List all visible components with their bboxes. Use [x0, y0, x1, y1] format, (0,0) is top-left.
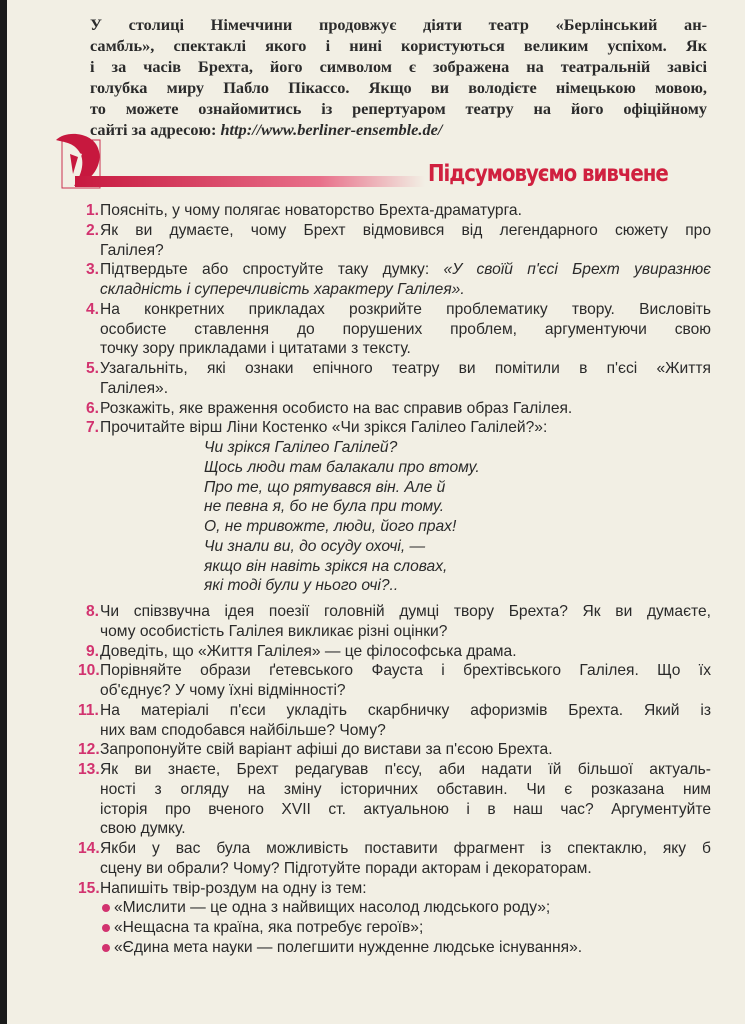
intro-line: самбль», спектаклі якого і нині користуються великим успіхом. Як [90, 36, 707, 55]
question-line: Як ви думаєте, чому Брехт відмовився від легендарного сюжету про [100, 221, 711, 239]
poem-line: не певна я, бо не була при тому. [204, 498, 445, 516]
intro-paragraph [90, 14, 707, 140]
bullet-dot-icon [102, 904, 110, 912]
question-number: 7. [86, 419, 100, 437]
question-item [78, 879, 711, 958]
question-line: На конкретних прикладах розкрийте проблематику твору. Висловіть [100, 300, 711, 318]
page-edge [0, 0, 7, 1024]
question-number: 9. [86, 642, 100, 660]
website-link[interactable]: http://www.berliner-ensemble.de/ [220, 120, 443, 139]
quote-text: «У своїй п'єсі Брехт увиразнює [443, 261, 711, 279]
intro-line: У столиці Німеччини продовжує діяти театр «Берлінський ан- [90, 15, 707, 34]
topic-text: «Єдина мета науки — полегшити нужденне людське існування». [114, 938, 583, 956]
bullet-dot-icon [102, 944, 110, 952]
question-number: 10. [78, 662, 100, 680]
intro-line: то можете ознайомитись із репертуаром театру на його офіційному [90, 99, 707, 118]
topic-bullet [86, 898, 711, 918]
question-number: 2. [86, 221, 100, 239]
intro-line [90, 119, 707, 140]
question-line: них вам сподобався найбільше? Чому? [100, 721, 386, 739]
question-number: 4. [86, 300, 100, 318]
poem-line: Щось люди там балакали про втому. [204, 458, 480, 476]
question-line: свою думку. [100, 820, 186, 838]
question-number: 14. [78, 840, 100, 857]
question-line: Узагальніть, які ознаки епічного театру ви помітили в п'єсі «Життя [100, 360, 711, 377]
question-line: точку зору прикладами і цитатами з тексту. [100, 340, 411, 358]
question-line: Поясніть, у чому полягає новаторство Брехта-драматурга. [100, 202, 522, 219]
question-number: 15. [78, 879, 100, 897]
question-number: 12. [78, 741, 100, 759]
question-line: Розкажіть, яке враження особисто на вас справив образ Галілея. [100, 399, 573, 417]
question-line: сцену ви обрали? Чому? Підготуйте поради акторам і декораторам. [100, 859, 592, 877]
question-line: Напишіть твір-роздум на одну із тем: [100, 879, 367, 897]
poem-line: Чи зрікся Галілео Галілей? [204, 439, 398, 456]
question-item [86, 221, 711, 261]
question-item [78, 839, 711, 879]
question-item [86, 642, 711, 662]
question-number: 13. [78, 761, 100, 778]
question-line: Порівняйте образи ґетевського Фауста і брехтівського Галілея. Що їх [100, 662, 711, 680]
topic-text: «Нещасна та країна, яка потребує героїв»; [114, 919, 424, 936]
question-line: історія про вченого XVII ст. актуальною і в наш час? Аргументуйте [100, 800, 711, 818]
topic-text: «Мислити — це одна з найвищих насолод людського роду»; [114, 899, 551, 917]
question-line: складність і суперечливість характеру Галілея». [100, 281, 465, 298]
question-item [86, 359, 711, 399]
question-line: На матеріалі п'єси укладіть скарбничку афоризмів Брехта. Який із [100, 701, 711, 719]
section-heading: Підсумовуємо вивчене [428, 161, 668, 187]
question-number: 1. [86, 202, 100, 219]
intro-line: голубка миру Пабло Пікассо. Якщо ви володієте німецькою мовою, [90, 78, 707, 97]
poem [100, 438, 711, 596]
question-line: особисте ставлення до порушених проблем, аргументуючи свою [100, 320, 711, 338]
questions-list [78, 201, 711, 958]
poem-line: Чи знали ви, до осуду охочі, — [204, 537, 426, 555]
intro-line: і за часів Брехта, його символом є зображена на театральній завісі [90, 57, 707, 76]
question-line: Чи співзвучна ідея поезії головній думці твору Брехта? Як ви думаєте, [100, 603, 711, 620]
question-item [86, 418, 711, 602]
question-item [86, 300, 711, 359]
question-number: 11. [78, 701, 99, 719]
question-number: 5. [86, 360, 100, 377]
question-item [78, 661, 711, 701]
poem-line: О, не тривожте, люди, його прах! [204, 518, 457, 535]
question-line: Галілея». [100, 379, 169, 397]
question-line [100, 260, 711, 280]
question-line: Галілея? [100, 241, 164, 259]
poem-line: які тоді були у нього очі?.. [204, 577, 399, 595]
question-line: об'єднує? У чому їхні відмінності? [100, 682, 346, 699]
question-item [78, 740, 711, 760]
question-number: 3. [86, 261, 100, 279]
question-line: Запропонуйте свій варіант афіші до вистави за п'єсою Брехта. [100, 741, 553, 759]
poem-line: Про те, що рятувався він. Але й [204, 478, 446, 496]
question-line: чому особистість Галілея викликає різні оцінки? [100, 622, 448, 640]
question-line: Прочитайте вірш Ліни Костенко «Чи зрікся Галілео Галілей?»: [100, 419, 548, 437]
question-line: ності з огляду на зміну історичних обставин. Чи є розказана ним [100, 780, 711, 798]
question-item [86, 201, 711, 221]
question-line: Доведіть, що «Життя Галілея» — це філософська драма. [100, 642, 517, 660]
question-text: Підтвердьте або спростуйте таку думку: [100, 261, 444, 279]
topic-bullet [86, 918, 711, 938]
question-item [86, 260, 711, 300]
intro-last-text: сайті за адресою: [90, 120, 221, 139]
question-item [78, 760, 711, 839]
bullet-dot-icon [102, 924, 110, 932]
question-item [86, 602, 711, 642]
question-line: Якби у вас була можливість поставити фрагмент із спектаклю, яку б [100, 840, 711, 857]
question-item [86, 399, 711, 419]
question-item [78, 701, 711, 741]
heading-bar [75, 176, 425, 187]
poem-line: якщо він навіть зрікся на словах, [204, 557, 448, 575]
question-number: 6. [86, 399, 100, 417]
question-line: Як ви знаєте, Брехт редагував п'єсу, аби надати їй більшої актуаль- [100, 761, 711, 778]
topic-bullet [86, 938, 711, 958]
question-number: 8. [86, 603, 100, 620]
